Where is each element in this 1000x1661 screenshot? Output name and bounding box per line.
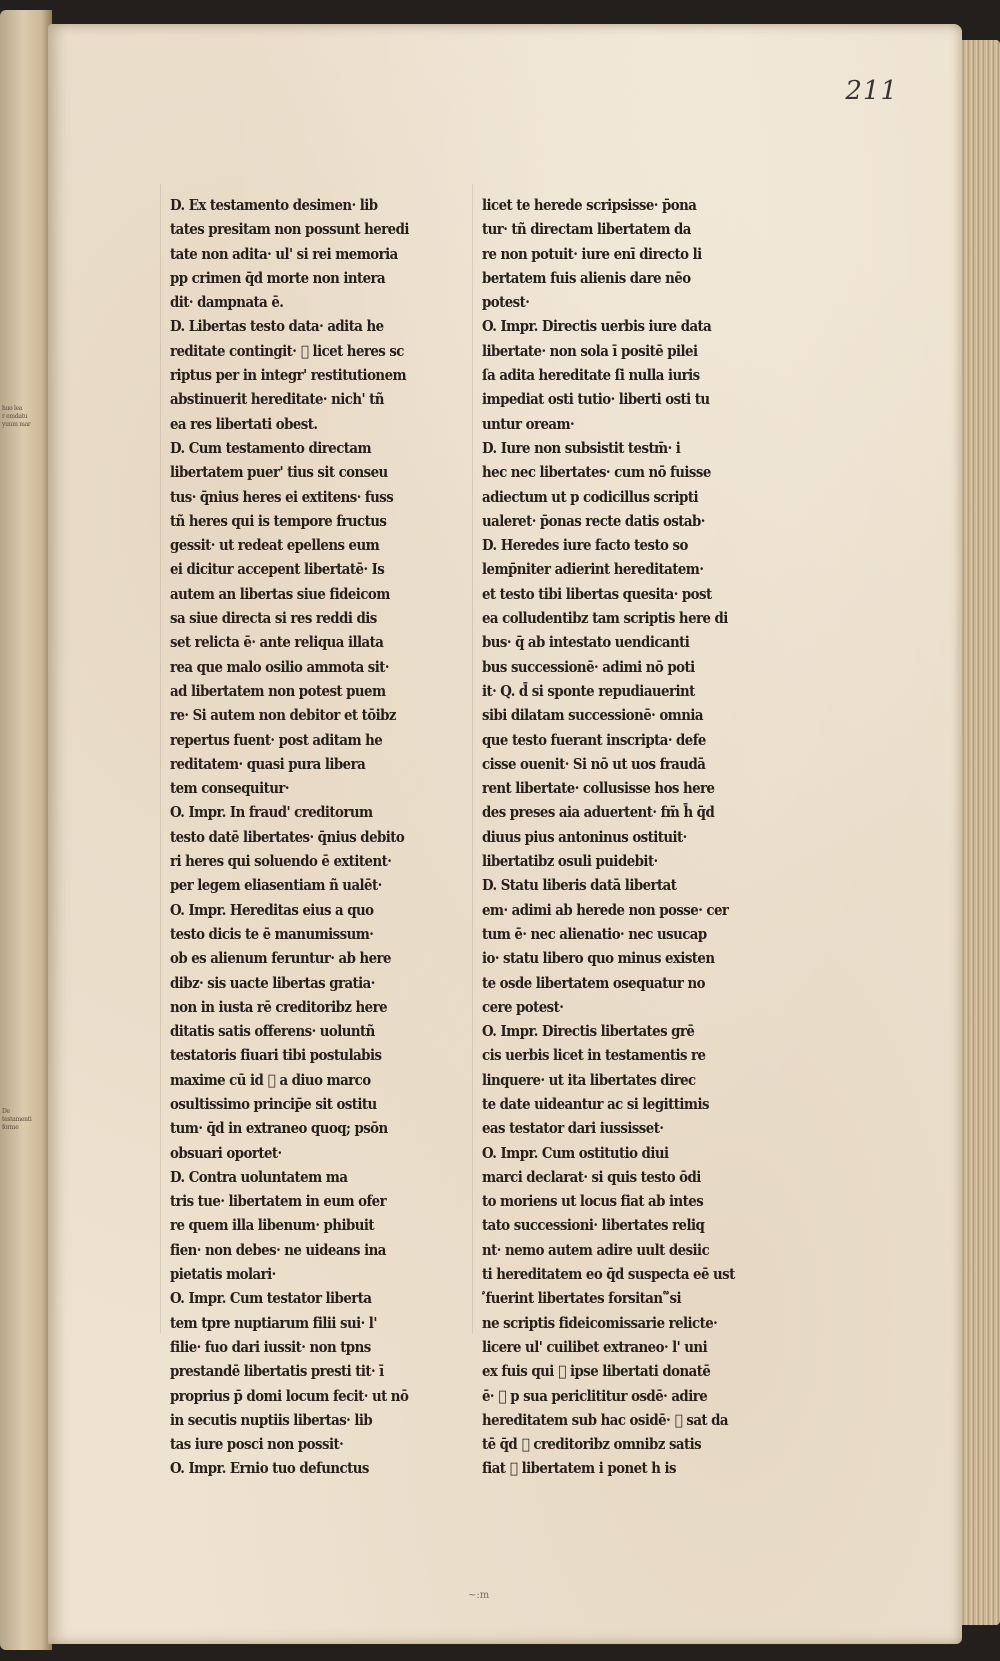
- text-line: tum· q̄d in extraneo quoq; psōn: [170, 1120, 388, 1138]
- text-line: dit· dampnata ē.: [170, 294, 284, 312]
- text-line: it· Q. d̄ si sponte repudiauerint: [482, 682, 695, 700]
- text-line: cere potest·: [482, 998, 564, 1016]
- text-line: tates presitam non possunt heredi: [170, 221, 409, 239]
- text-line: per legem eliasentiam ñ ualēt·: [170, 877, 382, 895]
- folio-number: 211: [845, 76, 898, 106]
- margin-note-1: huo lea r emdatu yuum mar: [2, 405, 31, 428]
- text-line: tate non adita· ul' si rei memoria: [170, 245, 398, 263]
- text-line: O. Impr. In fraud' creditorum: [170, 804, 373, 822]
- text-line: reditate contingit· ᷑ licet heres sc: [170, 342, 404, 360]
- text-line: ne scriptis fideicomissarie relicte·: [482, 1314, 718, 1332]
- left-page-edge: [0, 10, 52, 1650]
- text-line: pp crimen q̄d morte non intera: [170, 269, 386, 287]
- text-line: libertate· non sola ī positē pilei: [482, 342, 698, 360]
- text-line: gessit· ut redeat epellens eum: [170, 537, 380, 555]
- text-column-left: [170, 194, 450, 1482]
- text-line: testo dicis te ē manumissum·: [170, 925, 374, 943]
- text-line: tem consequitur·: [170, 780, 289, 798]
- text-line: untur oream·: [482, 415, 575, 433]
- text-line: ē· ᷑ p sua periclititur osdē· adire: [482, 1387, 708, 1405]
- text-line: hereditatem sub hac osidē· ᷑ sat da: [482, 1411, 728, 1429]
- text-line: potest·: [482, 294, 530, 312]
- text-line: tas iure posci non possit·: [170, 1436, 344, 1454]
- text-line: tum ē· nec alienatio· nec usucap: [482, 925, 707, 943]
- text-line: ex fuis qui ᷑ ipse libertati donatē: [482, 1363, 711, 1381]
- text-line: diuus pius antoninus ostituit·: [482, 828, 687, 846]
- text-line: proprius p̄ domi locum fecit· ut nō: [170, 1387, 409, 1405]
- text-line: repertus fuent· post aditam he: [170, 731, 383, 749]
- text-line: D. Iure non subsistit testm̄· i: [482, 439, 681, 457]
- text-line: fien· non debes· ne uideans ina: [170, 1241, 386, 1259]
- text-line: O. Impr. Directis uerbis iure data: [482, 318, 712, 336]
- text-line: testatoris fiuari tibi postulabis: [170, 1047, 382, 1065]
- text-line: que testo fuerant inscripta· defe: [482, 731, 706, 749]
- text-line: D. Cum testamento directam: [170, 439, 372, 457]
- text-line: et testo tibi libertas quesita· post: [482, 585, 712, 603]
- text-line: D. Statu liberis datā libertat: [482, 877, 677, 895]
- text-line: osultissimo princip̄e sit ostitu: [170, 1095, 377, 1113]
- ruling-line: [160, 184, 161, 1334]
- text-line: ad libertatem non potest puem: [170, 682, 386, 700]
- text-line: hec nec libertates· cum nō fuisse: [482, 464, 711, 482]
- text-line: licet te herede scripsisse· p̄ona: [482, 197, 697, 214]
- text-line: fiat ᷑ libertatem i ponet h is: [482, 1460, 676, 1478]
- ruling-line: [472, 184, 473, 1334]
- text-line: marci declarat· si quis testo ōdi: [482, 1168, 701, 1186]
- text-line: ri heres qui soluendo ē extitent·: [170, 853, 392, 871]
- text-line: ſa adita hereditate ſi nulla iuris: [482, 367, 700, 385]
- text-line: licere ul' cuilibet extraneo· l' uni: [482, 1338, 708, 1356]
- text-line: O. Impr. Directis libertates grē: [482, 1023, 695, 1041]
- text-line: O. Impr. Cum ostitutio diui: [482, 1144, 669, 1162]
- text-line: filie· fuo dari iussit· non tpns: [170, 1338, 371, 1356]
- text-line: eas testator dari iussisset·: [482, 1120, 664, 1138]
- text-line: rea que malo osilio ammota sit·: [170, 658, 389, 676]
- text-line: O. Impr. Ernio tuo defunctus: [170, 1460, 369, 1478]
- text-line: prestandē libertatis presti tit· ī: [170, 1363, 384, 1381]
- margin-note-2: De testamenti forme: [2, 1108, 32, 1131]
- text-line: in secutis nuptiis libertas· lib: [170, 1411, 373, 1429]
- text-line: testo datē libertates· q̄nius debito: [170, 828, 405, 846]
- text-line: to moriens ut locus fiat ab intes: [482, 1193, 704, 1211]
- text-line: autem an libertas siue fideicom: [170, 585, 390, 603]
- text-line: tato successioni· libertates reliq: [482, 1217, 705, 1235]
- text-line: pietatis molari·: [170, 1266, 276, 1284]
- text-line: D. Ex testamento desimen· lib: [170, 197, 378, 214]
- text-line: O. Impr. Hereditas eius a quo: [170, 901, 374, 919]
- text-line: lemp̄niter adierint hereditatem·: [482, 561, 704, 579]
- text-line: tē q̄d ᷑ creditoribz omnibz satis: [482, 1436, 702, 1454]
- text-line: tem tpre nuptiarum filii sui· l': [170, 1314, 377, 1332]
- text-line: ualeret· p̄onas recte datis ostab·: [482, 512, 705, 530]
- text-line: libertatibz osuli puidebit·: [482, 853, 658, 871]
- text-line: re quem illa libenum· phibuit: [170, 1217, 375, 1235]
- text-line: te osde libertatem osequatur no: [482, 974, 705, 992]
- text-line: re non potuit· iure enī directo li: [482, 245, 702, 263]
- text-line: linquere· ut ita libertates direc: [482, 1071, 696, 1089]
- text-line: em· adimi ab herede non posse· cer: [482, 901, 729, 919]
- text-line: nt· nemo autem adire uult desiic: [482, 1241, 710, 1259]
- fore-edge-leaves: [960, 40, 1000, 1625]
- text-line: cis uerbis licet in testamentis re: [482, 1047, 706, 1065]
- text-line: io· statu libero quo minus existen: [482, 950, 715, 968]
- text-line: D. Libertas testo data· adita he: [170, 318, 384, 336]
- text-line: impediat osti tutio· liberti osti tu: [482, 391, 710, 409]
- text-line: riptus per in integr' restitutionem: [170, 367, 407, 385]
- text-line: sibi dilatam successionē· omnia: [482, 707, 704, 725]
- text-line: abstinuerit hereditate· nich' tñ: [170, 391, 384, 409]
- text-column-right: [482, 194, 762, 1482]
- text-line: ei dicitur accepent libertatē· Is: [170, 561, 385, 579]
- text-line: D. Contra uoluntatem ma: [170, 1168, 348, 1186]
- text-line: tñ heres qui is tempore fructus: [170, 512, 387, 530]
- text-line: ob es alienum feruntur· ab here: [170, 950, 391, 968]
- text-line: tur· tñ directam libertatem da: [482, 221, 691, 239]
- text-line: des preses aia aduertent· fm̄ h̄ q̄d: [482, 804, 715, 822]
- text-line: bus· q̄ ab intestato uendicanti: [482, 634, 690, 652]
- text-line: reditatem· quasi pura libera: [170, 755, 366, 773]
- text-line: cisse ouenit· Si nō ut uos fraudā: [482, 755, 706, 773]
- text-line: D. Heredes iure facto testo so: [482, 537, 688, 555]
- manuscript-page: [48, 24, 962, 1644]
- text-line: rent libertate· collusisse hos here: [482, 780, 715, 798]
- text-line: ditatis satis offerens· uoluntñ: [170, 1023, 375, 1041]
- text-line: set relicta ē· ante reliqua illata: [170, 634, 384, 652]
- text-line: ᷑ fuerint libertates forsitan ᷑ si: [482, 1290, 681, 1308]
- text-line: ti hereditatem eo q̄d suspecta eē ust: [482, 1266, 735, 1284]
- text-line: adiectum ut p codicillus scripti: [482, 488, 698, 506]
- text-line: bertatem fuis alienis dare nēo: [482, 269, 691, 287]
- text-line: re· Si autem non debitor et tōibz: [170, 707, 396, 725]
- text-line: tus· q̄nius heres ei extitens· fuss: [170, 488, 394, 506]
- text-line: non in iusta rē creditoribz here: [170, 998, 388, 1016]
- bottom-mark: ~:m: [468, 1590, 490, 1601]
- text-line: maxime cū id ᷑ a diuo marco: [170, 1071, 371, 1089]
- text-line: ea res libertati obest.: [170, 415, 318, 433]
- text-line: obsuari oportet·: [170, 1144, 282, 1162]
- text-line: ea colludentibz tam scriptis here di: [482, 610, 728, 628]
- text-line: libertatem puer' tius sit conseu: [170, 464, 388, 482]
- text-line: tris tue· libertatem in eum ofer: [170, 1193, 387, 1211]
- text-line: bus successionē· adimi nō poti: [482, 658, 695, 676]
- text-line: dibz· sis uacte libertas gratia·: [170, 974, 375, 992]
- text-line: sa siue directa si res reddi dis: [170, 610, 377, 628]
- text-line: te date uideantur ac si legittimis: [482, 1095, 709, 1113]
- text-line: O. Impr. Cum testator liberta: [170, 1290, 372, 1308]
